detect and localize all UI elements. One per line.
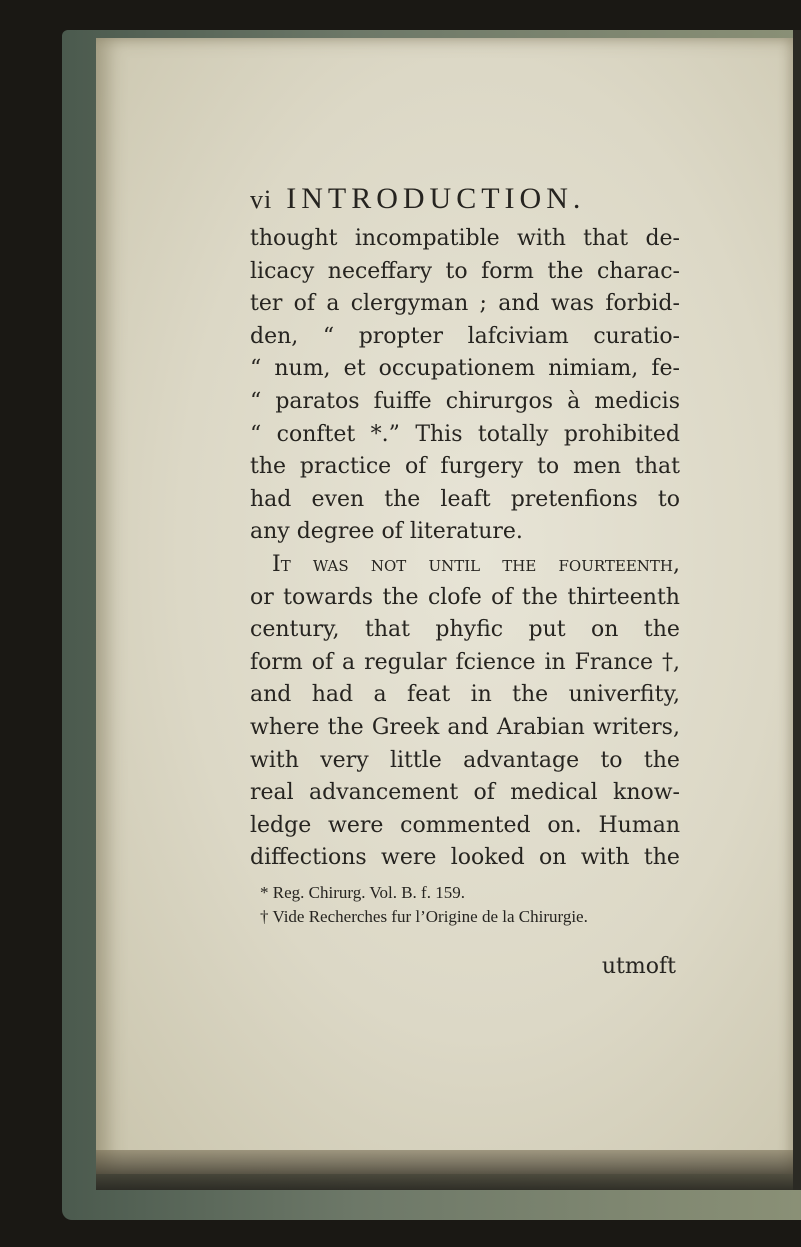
text-line: “ num, et occupationem nimiam, fe-: [250, 356, 680, 382]
text-line: had even the leaft pretenfions to: [250, 486, 680, 512]
text-line: “ conftet *.” This totally prohibited: [250, 421, 680, 447]
text-line: diffections were looked on with the: [250, 845, 680, 871]
text-line: century, that phyfic put on the: [250, 617, 680, 643]
text-line: form of a regular fcience in France †,: [250, 649, 680, 675]
footnote: * Reg. Chirurg. Vol. B. f. 159.: [260, 882, 465, 902]
page-number: vi: [250, 185, 273, 214]
text-line: where the Greek and Arabian writers,: [250, 714, 680, 740]
text-line: ter of a clergyman ; and was forbid-: [250, 291, 680, 317]
text-line: real advancement of medical know-: [250, 780, 680, 806]
text-line: or towards the clofe of the thirteenth: [250, 584, 680, 610]
running-header: [250, 178, 680, 221]
text-line: with very little advantage to the: [250, 747, 680, 773]
text-line: thought incompatible with that de-: [250, 226, 680, 251]
text-line: “ paratos fuiffe chirurgos à medicis: [250, 388, 680, 414]
page-bottom-shadow: [96, 1150, 801, 1190]
text-line: licacy neceffary to form the charac-: [250, 258, 680, 284]
body-text: [250, 223, 680, 875]
catchword: utmoft: [601, 953, 676, 979]
text-line: den, “ propter lafciviam curatio-: [250, 323, 680, 349]
footnotes: [250, 881, 680, 929]
footnote: † Vide Recherches fur l’Origine de la Chirurgie.: [260, 906, 588, 926]
running-title: INTRODUCTION.: [286, 182, 586, 215]
text-line: the practice of furgery to men that: [250, 454, 680, 480]
text-line: and had a feat in the univerfity,: [250, 682, 680, 708]
text-line: ledge were commented on. Human: [250, 812, 680, 838]
text-line: any degree of literature.: [250, 519, 523, 545]
page-text-block: [250, 178, 680, 983]
text-line-paragraph-start: It was not until the fourteenth,: [272, 551, 680, 577]
page-right-edge: [793, 30, 801, 1190]
